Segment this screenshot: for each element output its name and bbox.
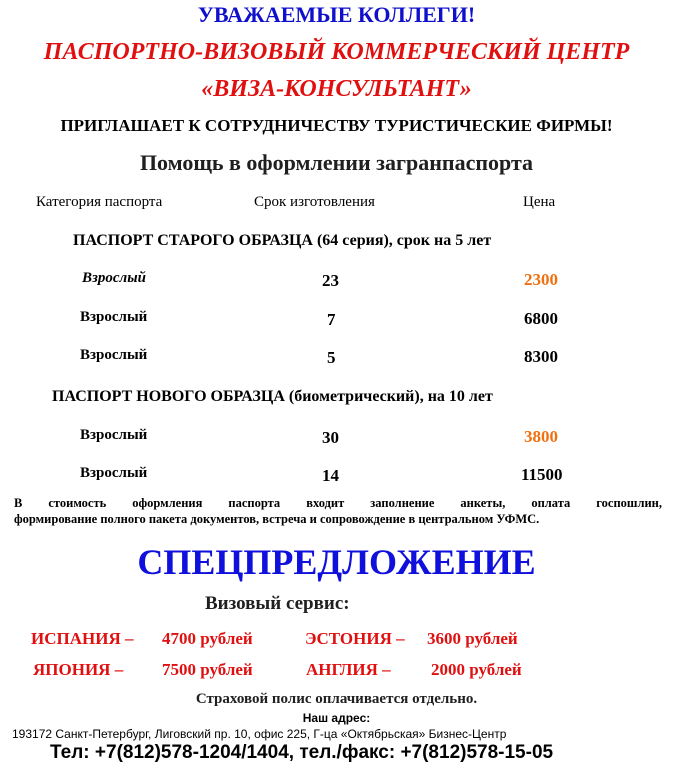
phone-numbers: Тел: +7(812)578-1204/1404, тел./факс: +7(812)578-15-05 xyxy=(50,742,554,763)
price-note-line2: формирование полного пакета документов, встреча и сопровождение в центральном УФМС. xyxy=(14,512,540,526)
row-category: Взрослый xyxy=(80,347,148,363)
column-header-price: Цена xyxy=(523,194,556,210)
row-price: 2300 xyxy=(524,270,558,289)
row-term: 23 xyxy=(322,271,339,290)
row-category: Взрослый xyxy=(82,270,146,286)
row-term: 30 xyxy=(322,428,339,447)
offer-price: 4700 рублей xyxy=(162,629,253,648)
greeting-heading: УВАЖАЕМЫЕ КОЛЛЕГИ! xyxy=(197,2,476,27)
offer-country: ЭСТОНИЯ – xyxy=(305,629,405,648)
row-category: Взрослый xyxy=(80,427,148,443)
row-term: 14 xyxy=(322,466,339,485)
offer-price: 3600 рублей xyxy=(427,629,518,648)
section-title-new-passport: ПАСПОРТ НОВОГО ОБРАЗЦА (биометрический), на 10 лет xyxy=(52,388,493,405)
service-title: Помощь в оформлении загранпаспорта xyxy=(139,150,534,175)
offer-country: АНГЛИЯ – xyxy=(306,660,391,679)
special-offer-title: СПЕЦПРЕДЛОЖЕНИЕ xyxy=(137,542,536,582)
company-name-line2: «ВИЗА-КОНСУЛЬТАНТ» xyxy=(201,76,472,102)
column-header-category: Категория паспорта xyxy=(36,194,163,210)
offer-price: 2000 рублей xyxy=(431,660,522,679)
row-price: 6800 xyxy=(524,309,558,328)
row-price: 3800 xyxy=(524,427,558,446)
price-note-line1: В стоимость оформления паспорта входит заполнение анкеты, оплата госпошлин, xyxy=(14,496,662,510)
row-term: 5 xyxy=(327,348,336,367)
row-category: Взрослый xyxy=(80,309,148,325)
visa-service-label: Визовый сервис: xyxy=(205,593,350,614)
company-name-line1: ПАСПОРТНО-ВИЗОВЫЙ КОММЕРЧЕСКИЙ ЦЕНТР xyxy=(43,39,630,65)
offer-price: 7500 рублей xyxy=(162,660,253,679)
row-term: 7 xyxy=(327,310,336,329)
address-label: Наш адрес: xyxy=(302,711,371,725)
offer-country: ЯПОНИЯ – xyxy=(33,660,124,679)
row-price: 11500 xyxy=(521,465,563,484)
section-title-old-passport: ПАСПОРТ СТАРОГО ОБРАЗЦА (64 серия), срок на 5 лет xyxy=(73,232,492,249)
row-category: Взрослый xyxy=(80,465,148,481)
insurance-note: Страховой полис оплачивается отдельно. xyxy=(195,691,478,707)
offer-country: ИСПАНИЯ – xyxy=(31,629,134,648)
column-header-term: Срок изготовления xyxy=(254,194,375,210)
row-price: 8300 xyxy=(524,347,558,366)
invitation-text: ПРИГЛАШАЕТ К СОТРУДНИЧЕСТВУ ТУРИСТИЧЕСКИЕ ФИРМЫ! xyxy=(60,116,613,135)
address-text: 193172 Санкт-Петербург, Лиговский пр. 10, офис 225, Г-ца «Октябрьская» Бизнес-Центр xyxy=(12,727,507,741)
